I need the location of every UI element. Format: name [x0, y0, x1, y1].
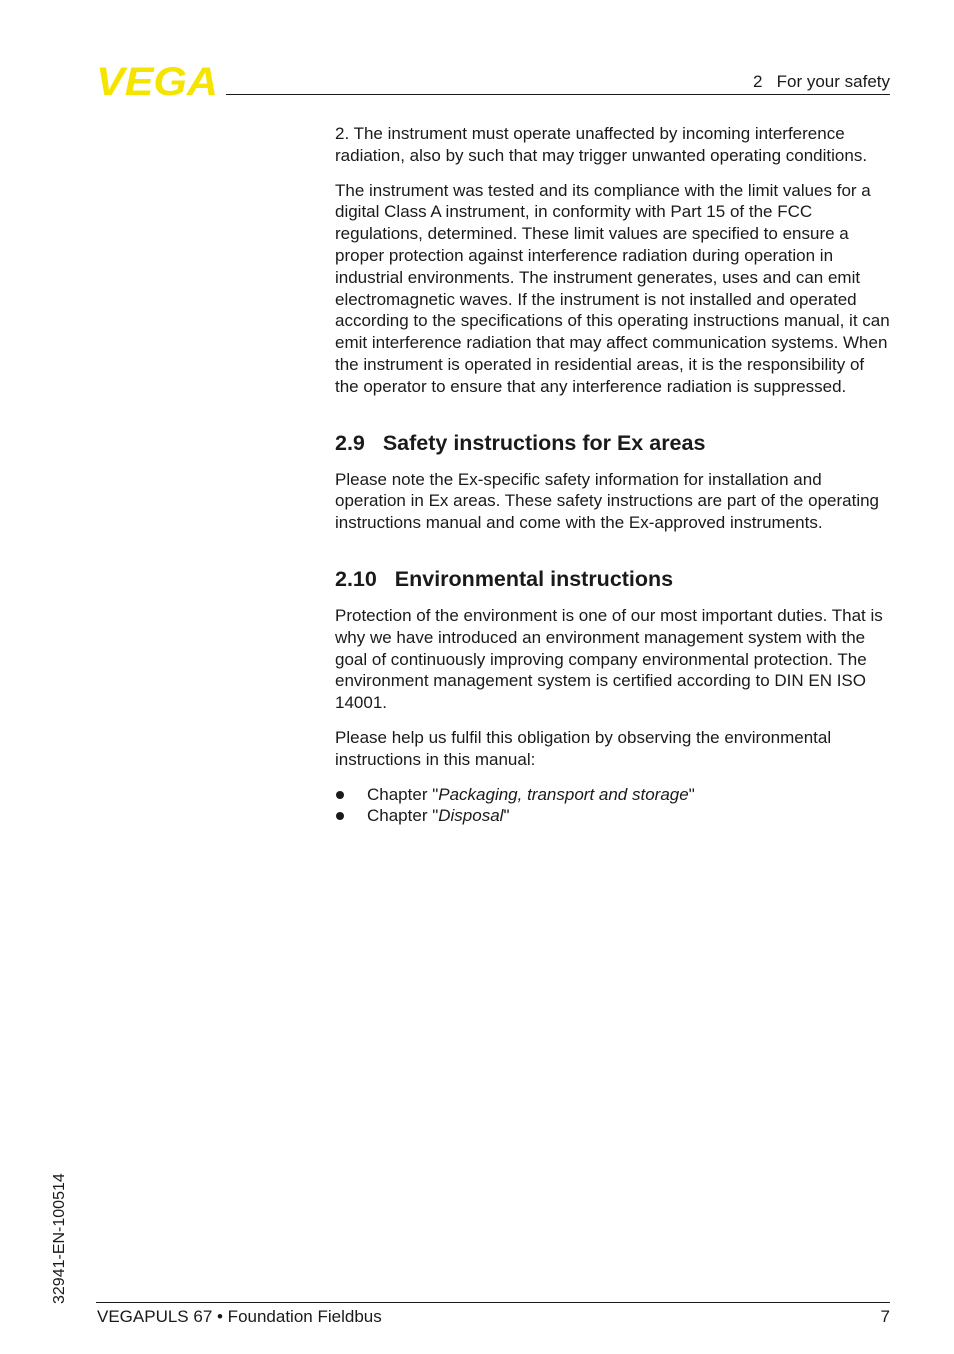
section-2-10-title: Environmental instructions	[394, 566, 674, 591]
section-2-9-heading	[335, 430, 891, 456]
list-item-suffix: "	[503, 806, 510, 826]
list-item-suffix: "	[688, 784, 695, 804]
section-2-10-heading	[335, 566, 891, 592]
header-section-title: 2 For your safety	[753, 72, 890, 91]
footer-rule	[96, 1302, 890, 1303]
intro-paragraph-2: The instrument was tested and its compliance with the limit values for a digital Class A instrument, in conformity with Part 15 of the FCC regulations, determined. These limit values are specified to ensure a proper protection against interference radiation during operation in industrial environments. The instrument generates, uses and can emit electromagnetic waves. If the instrument is not installed and operated according to the specifications of this operating instructions manual, it can emit interference radiation that may affect communication systems. When the instrument is operated in residential areas, it is the responsibility of the operator to ensure that any interference radiation is suppressed.	[335, 180, 890, 396]
vega-logo	[96, 64, 220, 98]
list-item-chapter: Disposal	[438, 806, 504, 826]
vega-logo-text: VEGA	[96, 64, 218, 98]
list-item-prefix: Chapter "	[367, 806, 439, 826]
bullet-icon	[336, 812, 344, 820]
page-number: 7	[880, 1307, 890, 1326]
footer-product-name: VEGAPULS 67 • Foundation Fieldbus	[97, 1307, 382, 1326]
intro-paragraph-1: 2. The instrument must operate unaffected by incoming interference radiation, also by such that may trigger unwanted operating conditions.	[335, 124, 868, 165]
section-2-9-title: Safety instructions for Ex areas	[382, 430, 706, 455]
header-rule	[226, 94, 890, 95]
section-2-9-number: 2.9	[335, 430, 365, 455]
bullet-icon	[336, 791, 344, 799]
list-item-prefix: Chapter "	[367, 784, 439, 804]
list-item	[335, 784, 891, 806]
section-2-10-paragraph-2: Please help us fulfil this obligation by observing the environmental instructions in this manual:	[335, 727, 832, 769]
list-item	[335, 805, 891, 827]
list-item-chapter: Packaging, transport and storage	[438, 784, 689, 804]
page-content	[335, 123, 891, 827]
section-2-10-number: 2.10	[335, 566, 377, 591]
environmental-chapter-list	[335, 784, 891, 828]
section-2-10-paragraph-1: Protection of the environment is one of our most important duties. That is why we have introduced an environment management system with the goal of continuously improving company environmental protection. The environment management system is certified according to DIN EN ISO 14001.	[335, 605, 883, 713]
section-2-9-paragraph: Please note the Ex-specific safety information for installation and operation in Ex areas. These safety instructions are part of the operating instructions manual and come with the Ex-approved instruments.	[335, 469, 879, 533]
document-code: 32941-EN-100514	[51, 1173, 68, 1304]
